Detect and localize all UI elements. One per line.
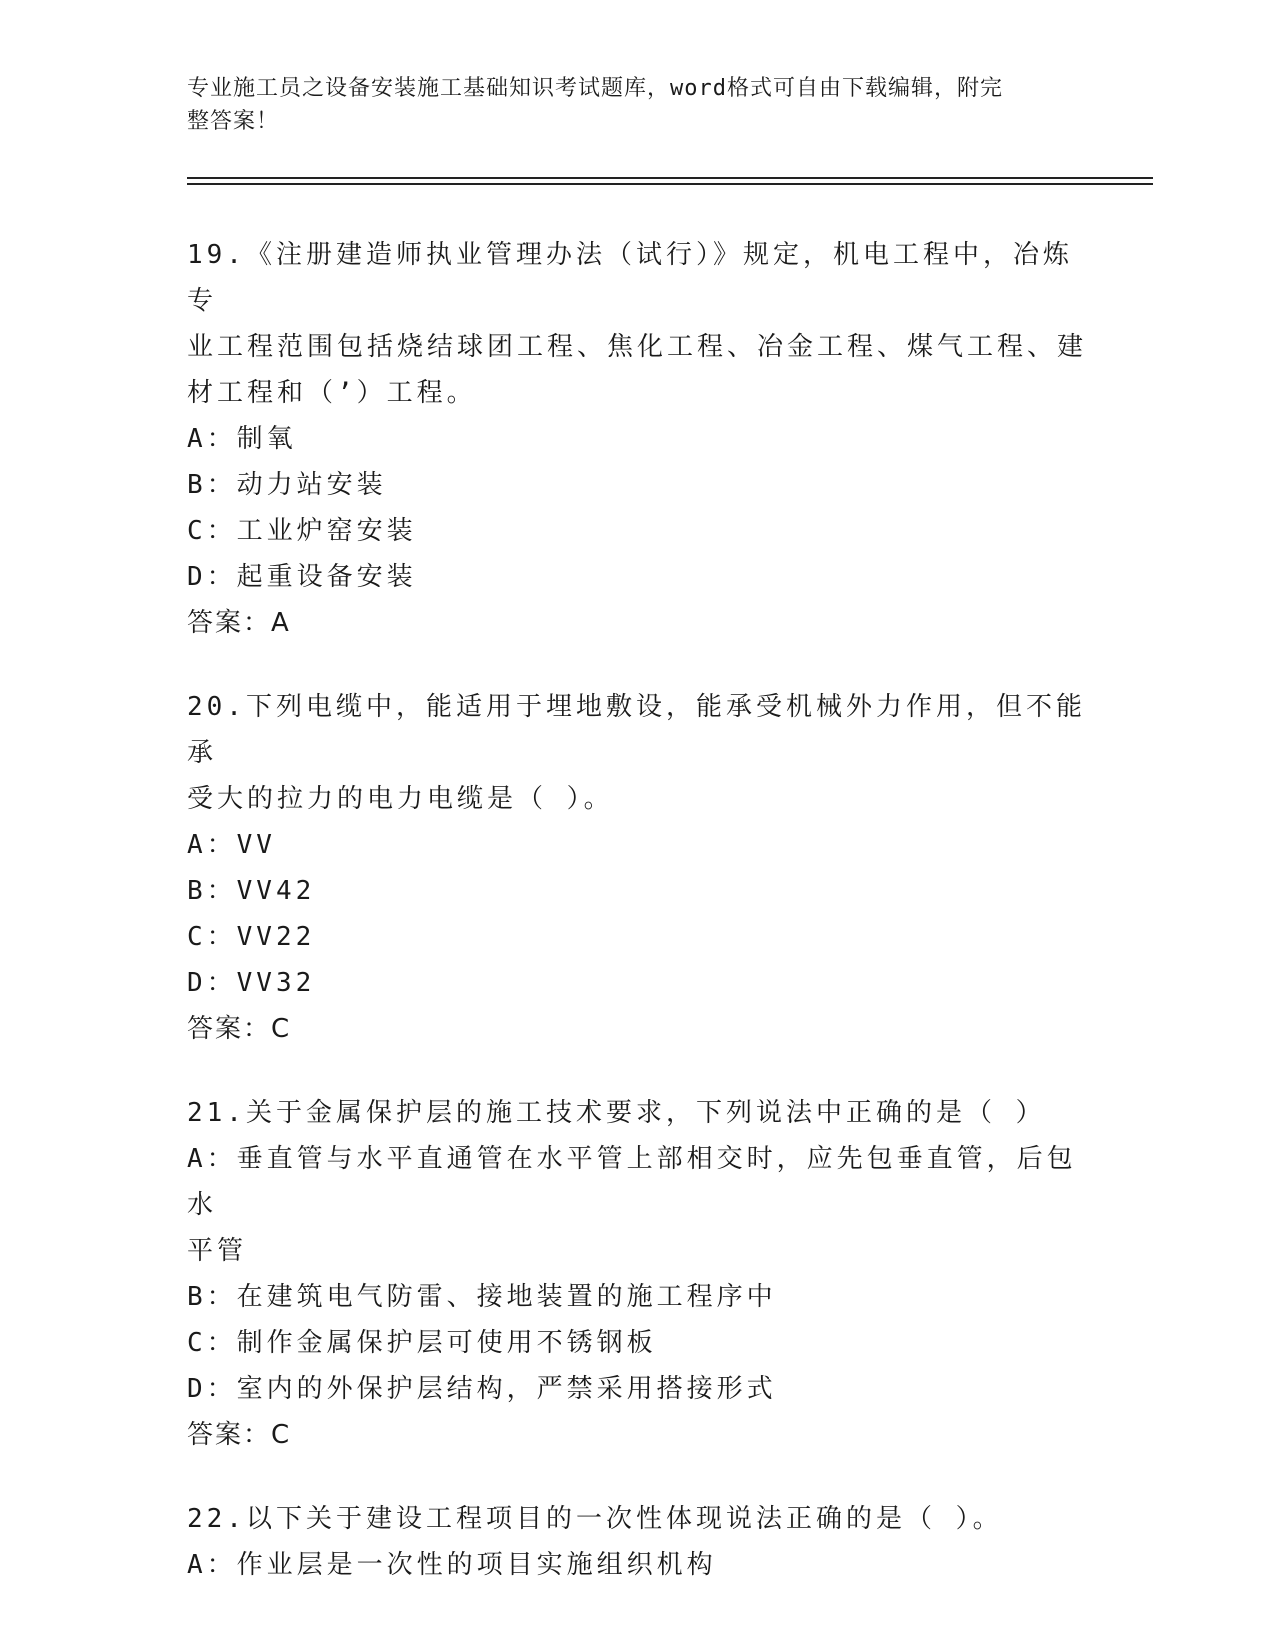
answer-option-line: C：制作金属保护层可使用不锈钢板 bbox=[187, 1328, 657, 1358]
header-line-2: 整答案！ bbox=[187, 109, 280, 134]
answer-option-line: A：VV bbox=[187, 830, 276, 860]
answer-option-line: D：室内的外保护层结构，严禁采用搭接形式 bbox=[187, 1374, 777, 1404]
question-text-line: 19.《注册建造师执业管理办法（试行）》规定，机电工程中，冶炼专 bbox=[187, 240, 1073, 316]
answer-option-line: D：起重设备安装 bbox=[187, 562, 417, 592]
answer-option-line: A：垂直管与水平直通管在水平管上部相交时，应先包垂直管，后包水 bbox=[187, 1144, 1077, 1220]
answer-option-line: B：动力站安装 bbox=[187, 470, 387, 500]
answer-option-line: B：VV42 bbox=[187, 876, 316, 906]
question-text-line: 受大的拉力的电力电缆是（ ）。 bbox=[187, 784, 614, 814]
answer-option-line: C：工业炉窑安装 bbox=[187, 516, 417, 546]
question-block bbox=[187, 684, 1087, 1052]
answer-option-line: D：VV32 bbox=[187, 968, 316, 998]
question-text-line: 材工程和（’）工程。 bbox=[187, 378, 477, 408]
header-divider-top bbox=[187, 177, 1153, 179]
answer-option-line: B：在建筑电气防雷、接地装置的施工程序中 bbox=[187, 1282, 777, 1312]
answer-key: 答案：C bbox=[187, 1420, 292, 1450]
header-divider-bottom bbox=[187, 183, 1153, 185]
answer-option-line: 平管 bbox=[187, 1236, 248, 1266]
header-line-1: 专业施工员之设备安装施工基础知识考试题库，word格式可自由下载编辑，附完 bbox=[187, 76, 1003, 101]
question-text-line: 22.以下关于建设工程项目的一次性体现说法正确的是（ ）。 bbox=[187, 1504, 1003, 1534]
answer-option-line: A：制氧 bbox=[187, 424, 297, 454]
question-text-line: 业工程范围包括烧结球团工程、焦化工程、冶金工程、煤气工程、建 bbox=[187, 332, 1088, 362]
answer-key: 答案：A bbox=[187, 608, 291, 638]
question-list bbox=[187, 232, 1087, 1626]
answer-option-line: A：作业层是一次性的项目实施组织机构 bbox=[187, 1550, 717, 1580]
answer-key: 答案：C bbox=[187, 1014, 292, 1044]
question-block bbox=[187, 1090, 1087, 1458]
document-header bbox=[187, 72, 1067, 138]
question-text-line: 20.下列电缆中，能适用于埋地敷设，能承受机械外力作用，但不能承 bbox=[187, 692, 1086, 768]
question-text-line: 21.关于金属保护层的施工技术要求，下列说法中正确的是（ ） bbox=[187, 1098, 1046, 1128]
question-block bbox=[187, 1496, 1087, 1588]
answer-option-line: C：VV22 bbox=[187, 922, 316, 952]
question-block bbox=[187, 232, 1087, 646]
